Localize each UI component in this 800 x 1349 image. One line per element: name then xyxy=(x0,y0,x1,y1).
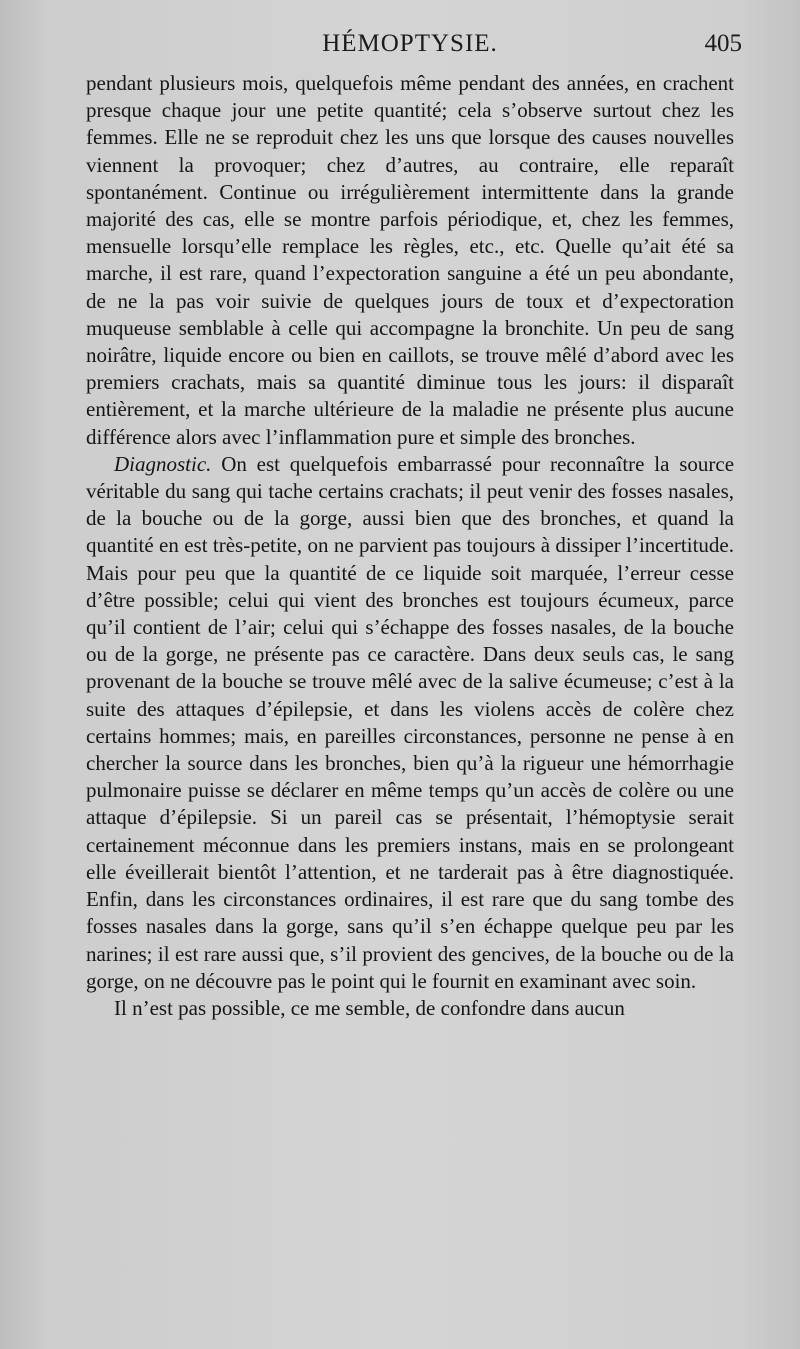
paragraph-3-text: Il n’est pas possible, ce me semble, de confondre dans aucun xyxy=(114,995,625,1020)
paragraph-1 xyxy=(86,70,734,451)
page-number: 405 xyxy=(704,30,742,57)
diagnostic-heading: Diagnostic. xyxy=(114,451,212,476)
running-title: HÉMOPTYSIE. xyxy=(322,30,498,57)
page-header xyxy=(86,30,742,66)
paragraph-2-text: On est quelquefois embarrassé pour reconnaître la source véritable du sang qui tache certains crachats; il peut venir des fosses nasales, de la bouche ou de la gorge, aussi bien que des bronches, et quand la quantité en est très-petite, on ne parvient pas toujours à dissiper l’incertitude. Mais pour peu que la quantité de ce liquide soit marquée, l’erreur cesse d’être possible; celui qui vient des bronches est toujours écumeux, parce qu’il contient de l’air; celui qui s’échappe des fosses nasales, de la bouche ou de la gorge, ne présente pas ce caractère. Dans deux seuls cas, le sang provenant de la bouche se trouve mêlé avec de la salive écumeuse; c’est à la suite des attaques d’épilepsie, et dans les violens accès de colère chez certains hommes; mais, en pareilles circonstances, personne ne pense à en chercher la source dans les bronches, bien qu’à la rigueur une hémorrhagie pulmonaire puisse se déclarer en même temps qu’un accès de colère ou une attaque d’épilepsie. Si un pareil cas se présentait, l’hémoptysie serait certainement méconnue dans les premiers instans, mais en se prolongeant elle éveillerait bientôt l’attention, et ne tarderait pas à être diagnostiquée. Enfin, dans les circonstances ordinaires, il est rare que du sang tombe des fosses nasales dans la gorge, sans qu’il s’en échappe quelque peu par les narines; il est rare aussi que, s’il provient des gencives, de la bouche ou de la gorge, on ne découvre pas le point qui le fournit en examinant avec soin. xyxy=(86,451,735,993)
page-body xyxy=(86,70,734,1022)
paragraph-3 xyxy=(86,995,734,1022)
paragraph-2 xyxy=(86,451,734,995)
paragraph-1-text: pendant plusieurs mois, quelquefois même pendant des années, en crachent presque chaque jour une petite quantité; cela s’observe surtout chez les femmes. Elle ne se reproduit chez les uns que lorsque des causes nouvelles viennent la provoquer; chez d’autres, au contraire, elle reparaît spontanément. Continue ou irrégulièrement intermittente dans la grande majorité des cas, elle se montre parfois périodique, et, chez les femmes, mensuelle lorsqu’elle remplace les règles, etc., etc. Quelle qu’ait été sa marche, il est rare, quand l’expectoration sanguine a été un peu abondante, de ne la pas voir suivie de quelques jours de toux et d’expectoration muqueuse semblable à celle qui accompagne la bronchite. Un peu de sang noirâtre, liquide encore ou bien en caillots, se trouve mêlé d’abord avec les premiers crachats, mais sa quantité diminue tous les jours: il disparaît entièrement, et la marche ultérieure de la maladie ne présente plus aucune différence alors avec l’inflammation pure et simple des bronches. xyxy=(86,71,734,449)
